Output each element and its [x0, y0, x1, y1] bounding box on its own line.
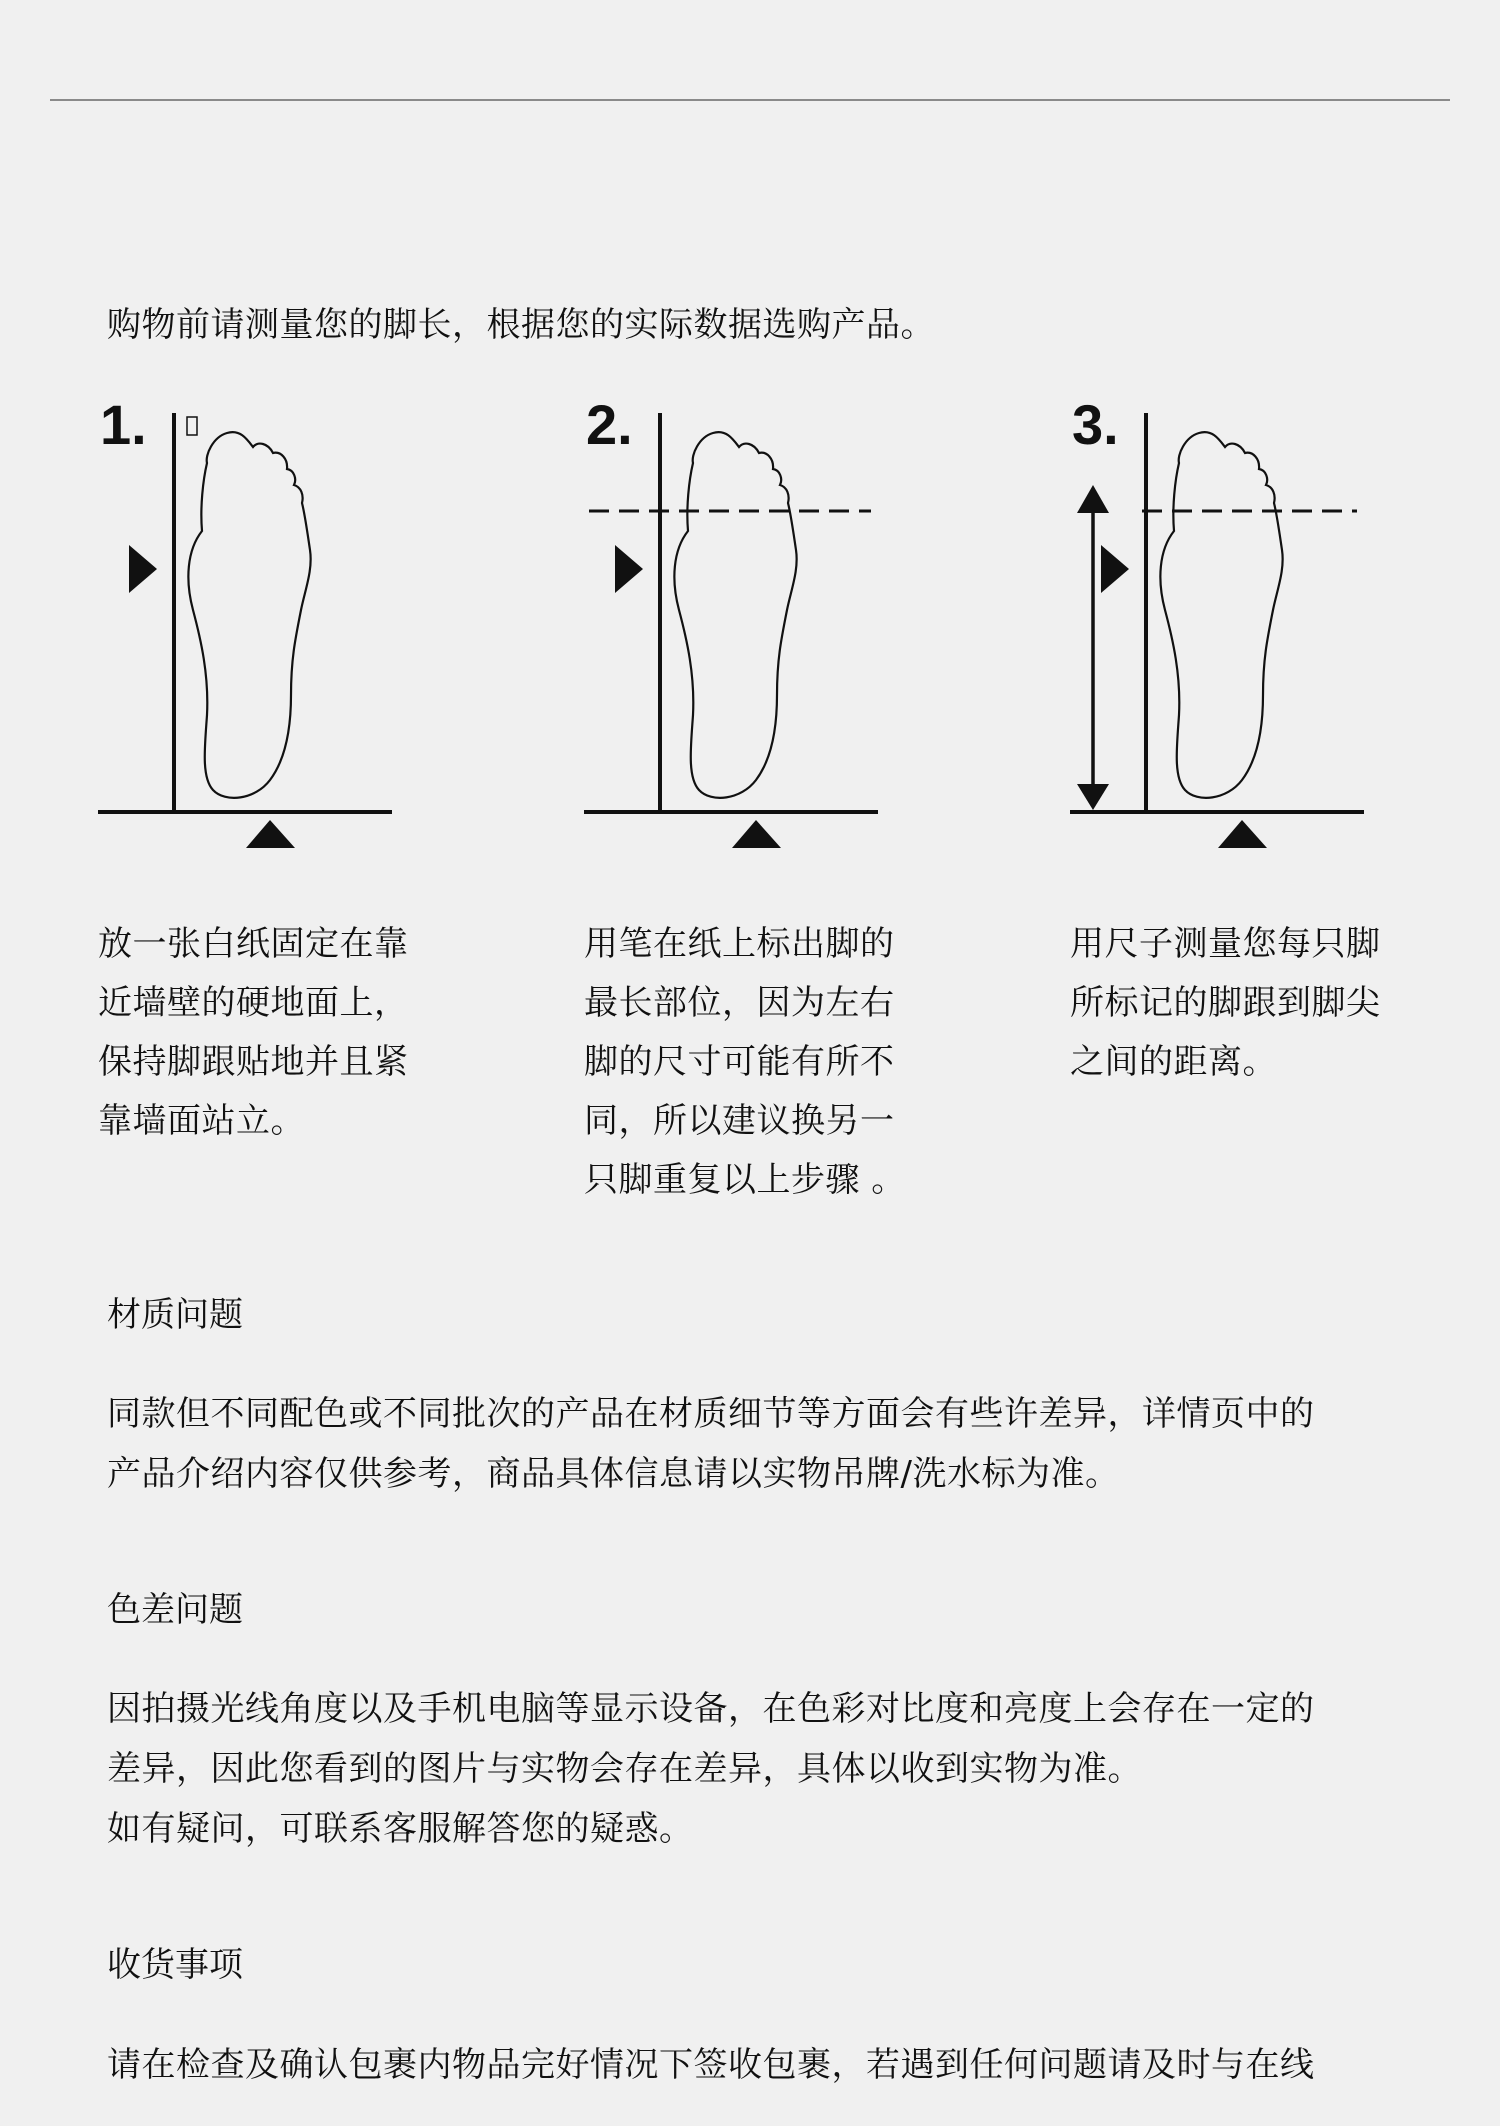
step-1-description	[98, 915, 409, 1151]
section-material-title: 材质问题	[107, 1295, 243, 1335]
step-1-foot-diagram	[95, 395, 535, 865]
section-line: 如有疑问，可联系客服解答您的疑惑。	[107, 1809, 694, 1849]
step-1-line: 靠墙面站立。	[98, 1101, 305, 1141]
section-delivery-body	[107, 2035, 1315, 2095]
step-2-line: 最长部位，因为左右	[584, 983, 895, 1023]
section-line: 请在检查及确认包裹内物品完好情况下签收包裹，若遇到任何问题请及时与在线	[107, 2045, 1315, 2085]
measure-arrow-up-icon	[1077, 485, 1109, 513]
step-2-line: 同，所以建议换另一	[584, 1101, 895, 1141]
step-3-line: 之间的距离。	[1070, 1042, 1277, 1082]
section-line: 因拍摄光线角度以及手机电脑等显示设备，在色彩对比度和亮度上会存在一定的	[107, 1689, 1315, 1729]
intro-text: 购物前请测量您的脚长，根据您的实际数据选购产品。	[107, 305, 935, 345]
arrow-right-icon	[1101, 545, 1129, 593]
arrow-up-icon	[732, 820, 781, 848]
arrow-right-icon	[129, 545, 157, 593]
step-2-number: 2.	[586, 393, 633, 456]
foot-outline-icon	[1160, 432, 1282, 798]
step-1-number: 1.	[100, 393, 147, 456]
step-3-line: 用尺子测量您每只脚	[1070, 924, 1381, 964]
foot-outline-icon	[188, 432, 310, 798]
section-delivery-title: 收货事项	[107, 1945, 243, 1985]
section-material-body	[107, 1384, 1315, 1504]
step-2-line: 脚的尺寸可能有所不	[584, 1042, 895, 1082]
step-2-line: 只脚重复以上步骤 。	[584, 1160, 906, 1200]
section-color-body	[107, 1679, 1315, 1859]
foot-outline-icon	[674, 432, 796, 798]
arrow-right-icon	[615, 545, 643, 593]
arrow-up-icon	[1218, 820, 1267, 848]
step-2-description	[584, 915, 906, 1210]
step-1-line: 近墙壁的硬地面上，	[98, 983, 409, 1023]
section-line: 产品介绍内容仅供参考，商品具体信息请以实物吊牌/洗水标为准。	[107, 1454, 1120, 1494]
step-2-line: 用笔在纸上标出脚的	[584, 924, 895, 964]
step-1-line: 保持脚跟贴地并且紧	[98, 1042, 409, 1082]
step-3-number: 3.	[1072, 393, 1119, 456]
section-line: 差异，因此您看到的图片与实物会存在差异，具体以收到实物为准。	[107, 1749, 1142, 1789]
measure-arrow-down-icon	[1077, 784, 1109, 810]
step-3-foot-diagram	[1067, 395, 1487, 865]
step-3-description	[1070, 915, 1381, 1092]
section-line: 同款但不同配色或不同批次的产品在材质细节等方面会有些许差异，详情页中的	[107, 1394, 1315, 1434]
step-1-line: 放一张白纸固定在靠	[98, 924, 409, 964]
marker-box-icon	[187, 417, 197, 435]
arrow-up-icon	[246, 820, 295, 848]
step-2-foot-diagram	[581, 395, 1021, 865]
section-color-title: 色差问题	[107, 1590, 243, 1630]
step-2	[581, 395, 1021, 1215]
step-3	[1067, 395, 1500, 1215]
top-divider	[50, 99, 1450, 101]
step-3-line: 所标记的脚跟到脚尖	[1070, 983, 1381, 1023]
step-1	[95, 395, 535, 1215]
